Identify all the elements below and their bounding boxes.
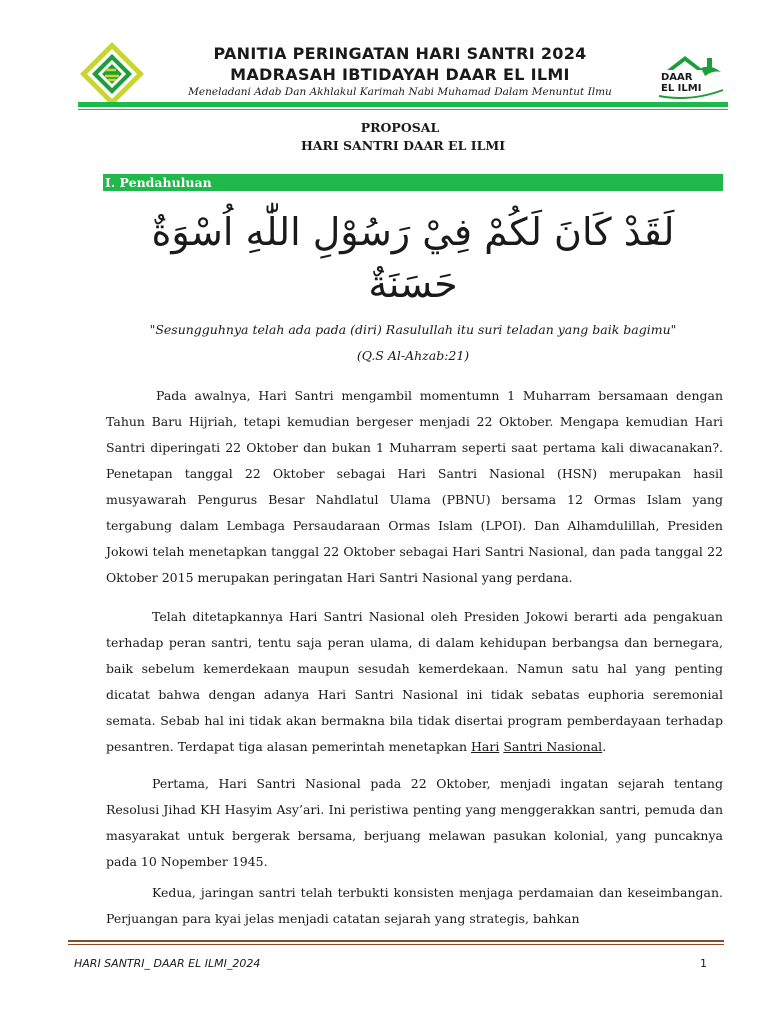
verse-translation: "Sesungguhnya telah ada pada (diri) Rasulullah itu suri teladan yang baik bagimu": [149, 322, 677, 337]
document-subject-title: HARI SANTRI DAAR EL ILMI: [300, 138, 506, 153]
header-title-line1: PANITIA PERINGATAN HARI SANTRI 2024: [213, 44, 587, 63]
svg-text:EL ILMI: EL ILMI: [661, 83, 702, 94]
verse-reference: (Q.S Al-Ahzab:21): [356, 348, 470, 363]
footer-doc-label: HARI SANTRI_ DAAR EL ILMI_2024: [74, 957, 261, 970]
footer-divider-thick: [68, 940, 724, 942]
paragraph-3: Pertama, Hari Santri Nasional pada 22 Oktober, menjadi ingatan sejarah tentang Resolusi Jihad KH Hasyim Asy’ari. Ini peristiwa penting yang menggerakkan santri, pemuda dan masyarakat untuk bergerak bersama, berjuang melawan pasukan kolonial, yang puncaknya pada 10 Nopember 1945.: [106, 776, 723, 869]
header-divider-thin: [78, 109, 728, 110]
paragraph-2-text: Telah ditetapkannya Hari Santri Nasional oleh Presiden Jokowi berarti ada pengakuan terhadap peran santri, tentu saja peran ulama, di dalam kehidupan berbangsa dan bernegara, baik sebelum kemerdekaan maupun sesudah kemerdekaan. Namun satu hal yang penting dicatat bahwa dengan adanya Hari Santri Nasional ini tidak sebatas euphoria seremonial semata. Sebab hal ini tidak akan bermakna bila tidak disertai program pemberdayaan terhadap pesantren. Terdapat tiga alasan pemerintah menetapkan: [106, 609, 723, 754]
daar-el-ilmi-logo: [655, 50, 727, 102]
paragraph-2: [106, 604, 723, 760]
footer-divider-thin: [68, 944, 724, 945]
section-heading: I. Pendahuluan: [105, 175, 212, 190]
paragraph-1: Pada awalnya, Hari Santri mengambil momentumn 1 Muharram bersamaan dengan Tahun Baru Hijriah, tetapi kemudian bergeser menjadi 22 Oktober. Mengapa kemudian Hari Santri diperingati 22 Oktober dan bukan 1 Muharram seperti saat pertama kali diwacanakan?. Penetapan tanggal 22 Oktober sebagai Hari Santri Nasional (HSN) merupakan hasil musyawarah Pengurus Besar Nahdlatul Ulama (PBNU) bersama 12 Ormas Islam yang tergabung dalam Lembaga Persaudaraan Ormas Islam (LPOI). Dan Alhamdulillah, Presiden Jokowi telah menetapkan tanggal 22 Oktober sebagai Hari Santri Nasional, dan pada tanggal 22 Oktober 2015 merupakan peringatan Hari Santri Nasional yang perdana.: [106, 388, 723, 585]
madrasah-logo-icon: [78, 40, 146, 108]
svg-text:DAAR: DAAR: [661, 72, 693, 83]
header-title-line2: MADRASAH IBTIDAYAH DAAR EL ILMI: [230, 65, 570, 84]
header-tagline: Meneladani Adab Dan Akhlakul Karimah Nabi Muhamad Dalam Menuntut Ilmu: [188, 86, 612, 98]
paragraph-2-end: .: [602, 739, 607, 754]
arabic-verse: لَقَدْ كَانَ لَكُمْ فِيْ رَسُوْلِ اللّٰهِ اُسْوَةٌ حَسَنَةٌ: [151, 210, 675, 306]
document-type-title: PROPOSAL: [360, 120, 440, 135]
header-divider-thick: [78, 102, 728, 107]
santri-nasional-link[interactable]: Santri Nasional: [503, 739, 603, 754]
footer-page-number: 1: [700, 957, 707, 970]
section-heading-bar: [103, 174, 723, 191]
paragraph-4: Kedua, jaringan santri telah terbukti konsisten menjaga perdamaian dan keseimbangan. Perjuangan para kyai jelas menjadi catatan sejarah yang strategis, bahkan: [106, 885, 723, 926]
hari-link[interactable]: Hari: [471, 739, 500, 754]
